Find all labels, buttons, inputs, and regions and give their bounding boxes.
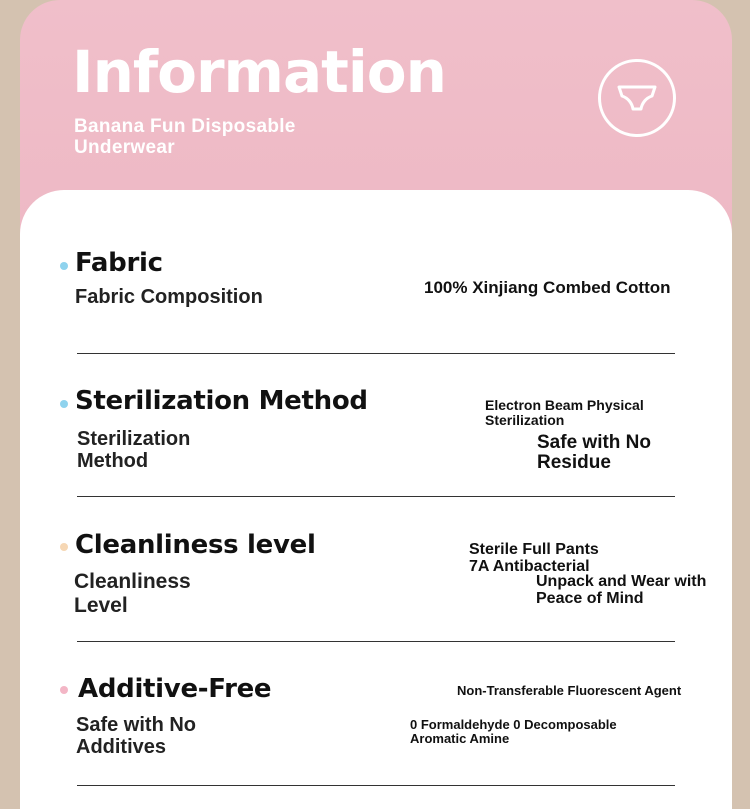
section-value: Electron Beam Physical Sterilization xyxy=(485,397,644,428)
section-value: 100% Xinjiang Combed Cotton xyxy=(424,278,671,297)
section-value: Non-Transferable Fluorescent Agent xyxy=(457,683,682,698)
underwear-icon xyxy=(598,59,676,137)
details-panel xyxy=(20,190,732,809)
bullet-dot xyxy=(60,400,68,408)
bullet-dot xyxy=(60,262,68,270)
bullet-dot xyxy=(60,686,68,694)
info-card xyxy=(20,0,732,809)
section-title: Fabric xyxy=(75,248,163,278)
section-title: Additive-Free xyxy=(78,674,272,704)
section-value: Unpack and Wear with Peace of Mind xyxy=(536,573,707,607)
section-title: Sterilization Method xyxy=(75,386,368,416)
product-name: Banana Fun Disposable Underwear xyxy=(74,116,296,158)
section-label: Cleanliness Level xyxy=(74,570,191,617)
divider xyxy=(77,785,675,786)
page-title: Information xyxy=(72,38,446,106)
section-value: 0 Formaldehyde 0 Decomposable Aromatic Amine xyxy=(410,717,617,746)
section-value: Sterile Full Pants 7A Antibacterial xyxy=(469,541,599,575)
bullet-dot xyxy=(60,543,68,551)
section-label: Fabric Composition xyxy=(75,286,263,308)
section-title: Cleanliness level xyxy=(75,530,316,560)
divider xyxy=(77,353,675,354)
divider xyxy=(77,641,675,642)
divider xyxy=(77,496,675,497)
section-value: Safe with No Residue xyxy=(537,432,652,473)
section-label: Sterilization Method xyxy=(77,428,191,472)
section-label: Safe with No Additives xyxy=(76,714,197,758)
